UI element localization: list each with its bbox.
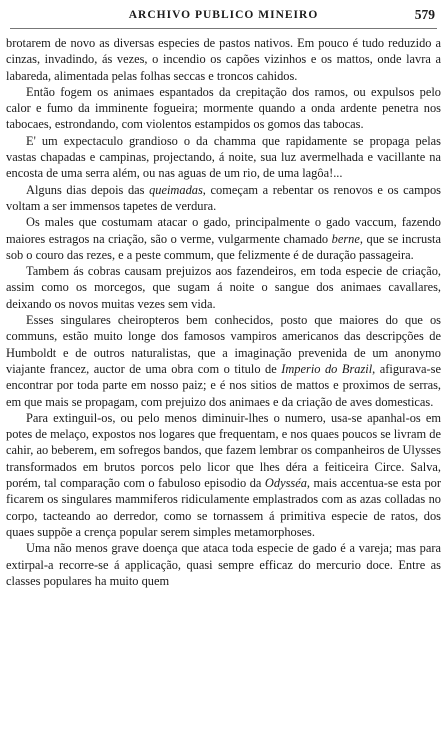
text-run: Esses singulares cheiropteros bem conhecidos, posto que maiores do que os communs, estão muito longe dos famosos vampiros americanos das descripções de Humboldt e de outros naturalistas, que a imaginação prevenida de um anonymo viajante francez, auctor de uma obra com o titulo de xyxy=(6,313,441,376)
header-title: ARCHIVO PUBLICO MINEIRO xyxy=(128,9,319,21)
text-run: , começam a rebentar os renovos e os campos voltam a ser immensos tapetes de verdura. xyxy=(6,182,441,213)
paragraph xyxy=(6,410,441,540)
text-run: Uma não menos grave doença que ataca toda especie de gado é a vareja; mas para extirpal-a recorre-se á applicação, quasi sempre efficaz do mercurio doce. Entre as classes populares ha muito quem xyxy=(6,541,441,588)
paragraph xyxy=(6,35,441,84)
text-run: Os males que costumam atacar o gado, principalmente o gado vaccum, fazendo maiores estragos na criação, são o verme, vulgarmente chamado xyxy=(6,215,441,246)
italic-term: Imperio do Brazil xyxy=(281,361,373,376)
paragraph xyxy=(6,182,441,215)
paragraph xyxy=(6,214,441,263)
italic-term: berne xyxy=(331,231,360,246)
text-run: Então fogem os animaes espantados da crepitação dos ramos, ou expulsos pelo calor e fumo da imminente fogueira; mormente quando a onda ardente penetra nos tabocaes, estrondando, com violentos estampidos os gomos das tabocas. xyxy=(6,84,441,132)
paragraph xyxy=(6,133,441,182)
paragraph xyxy=(6,263,441,312)
body-text xyxy=(6,35,441,589)
text-run: , que se incrusta sob o couro das rezes, e a peste commum, que felizmente é de duração passageira. xyxy=(6,231,442,262)
paragraph xyxy=(6,84,441,133)
page-number: 579 xyxy=(414,7,435,22)
text-run: brotarem de novo as diversas especies de pastos nativos. Em pouco é tudo reduzido a cinzas, invadindo, ás vezes, o incendio os capões vizinhos e os mattos, onde lavra a labareda, alimentada pelas folhas seccas e troncos cahidos. xyxy=(6,36,441,83)
italic-term: queimadas xyxy=(149,182,203,197)
text-run: Tambem ás cobras causam prejuizos aos fazendeiros, em toda especie de criação, assim como os morcegos, que sugam á noite o sangue dos animaes cavallares, deixando os novos muitas vezes sem vida. xyxy=(6,264,441,311)
paragraph xyxy=(6,540,441,589)
document-page xyxy=(0,6,447,744)
italic-term: Odysséa xyxy=(264,476,307,491)
text-run: , mais accentua-se esta por ficarem os singulares mammiferos ridiculamente emplastrados com as azas colladas no corpo, tacteando ao derredor, como se tornassem á primitiva especie de ratos, dos quaes suppõe a crença popular serem simples metamorphoses. xyxy=(6,476,441,539)
text-run: , afigurava-se encontrar por toda parte em nosso paiz; e é nos sitios de mattos e proximos de serras, em que mais se propagam, com prejuizo dos animaes e da criação de aves domesticas. xyxy=(6,361,442,409)
paragraph xyxy=(6,312,441,410)
text-run: Para extinguil-os, ou pelo menos diminuir-lhes o numero, usa-se apanhal-os em potes de melaço, expostos nos logares que frequentam, e nos quaes poucos se livram de cahir, ao beberem, em sofregos bandos, que fazem lembrar os companheiros de Ulysses transformados em brutos porcos pelo licor que lhes déra a feiticeira Circe. Salva, porém, tal comparação com o fabuloso episodio da xyxy=(6,410,441,491)
text-run: Alguns dias depois das xyxy=(26,182,150,197)
text-run: E' um expectaculo grandioso o da chamma que rapidamente se propaga pelas vastas chapadas e campinas, projectando, á noite, sua luz avermelhada e vacillante na encosta de uma serra além, ou nas aguas de um rio, de uma lagôa!... xyxy=(6,133,441,181)
running-head xyxy=(10,6,437,29)
